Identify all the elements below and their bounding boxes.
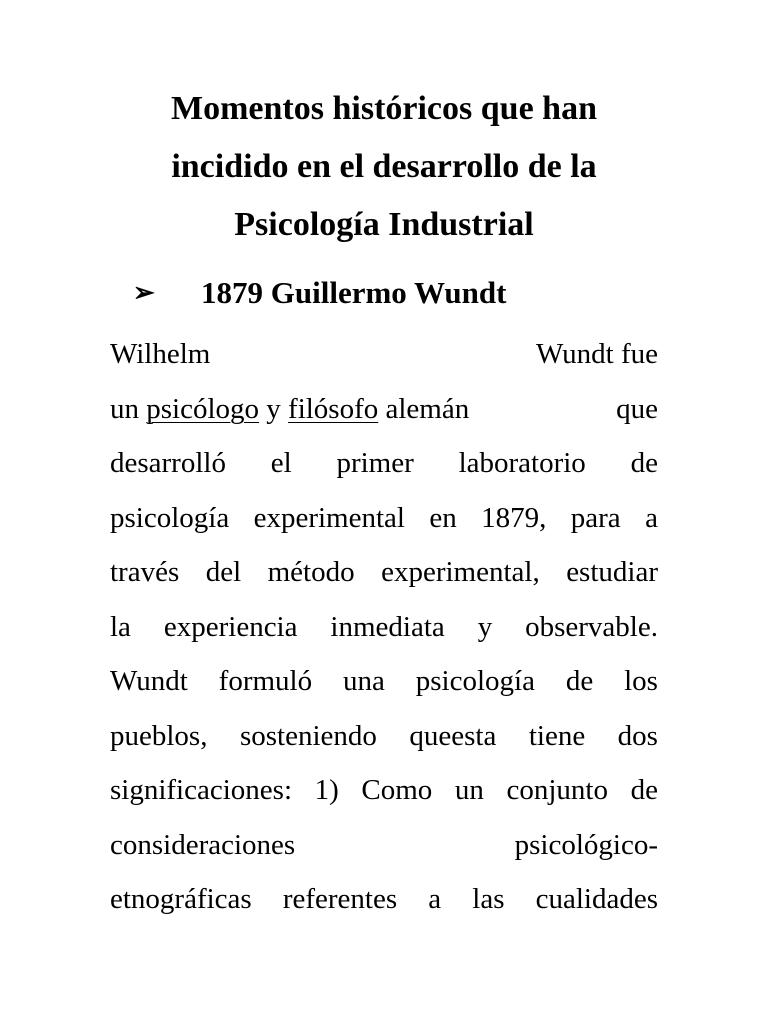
paragraph-line	[110, 818, 658, 873]
word: Wundt fue	[535, 338, 658, 370]
word: queesta	[409, 719, 497, 752]
word: Como	[361, 774, 433, 806]
word: psicología	[110, 501, 230, 534]
paragraph-line	[110, 545, 658, 600]
word: inmediata	[330, 610, 445, 643]
word: del	[205, 556, 242, 588]
word: tiene	[528, 719, 586, 752]
title-line: Momentos históricos que han	[171, 90, 597, 127]
word: a	[645, 501, 658, 534]
title-line: incidido en el desarrollo de la	[171, 148, 597, 185]
word: de	[565, 665, 594, 697]
word: las	[472, 883, 505, 915]
word: referentes	[282, 883, 398, 915]
word: el	[270, 447, 292, 479]
word: través	[110, 556, 180, 588]
document-title	[110, 80, 658, 254]
word: experimental,	[381, 556, 540, 588]
word: alemán	[385, 392, 470, 425]
word: y	[477, 610, 493, 643]
word: etnográficas	[110, 883, 252, 915]
word: conjunto	[506, 774, 608, 806]
body-paragraph	[110, 327, 658, 927]
word: 1879,	[481, 501, 547, 534]
word: consideraciones	[110, 828, 296, 861]
word: desarrolló	[110, 447, 226, 479]
word: laboratorio	[458, 447, 586, 479]
paragraph-line	[110, 436, 658, 491]
word: un	[110, 392, 139, 425]
word: significaciones:	[110, 774, 293, 806]
paragraph-line	[110, 709, 658, 764]
paragraph-line	[110, 491, 658, 546]
paragraph-line	[110, 327, 658, 382]
link-filosofo[interactable]: filósofo	[288, 392, 379, 425]
paragraph-line	[110, 654, 658, 709]
word: método	[267, 556, 355, 588]
word: en	[429, 501, 457, 534]
word: para	[570, 501, 621, 534]
word: primer	[336, 447, 414, 479]
word: psicología	[415, 665, 535, 697]
word: psicológico-	[514, 828, 658, 861]
word: experiencia	[163, 610, 298, 643]
word: y	[266, 392, 281, 425]
word: los	[624, 665, 658, 697]
paragraph-line	[110, 382, 658, 437]
word: un	[454, 774, 484, 806]
word: sosteniendo	[239, 719, 377, 752]
word: formuló	[218, 665, 313, 697]
word: una	[343, 665, 385, 697]
word: pueblos,	[110, 719, 208, 752]
paragraph-line	[110, 600, 658, 655]
word: Wundt	[110, 665, 188, 697]
word: experimental	[253, 501, 405, 534]
word-group	[110, 382, 469, 437]
arrow-bullet-icon: ➢	[133, 278, 155, 307]
word: dos	[617, 719, 658, 752]
word: estudiar	[566, 556, 658, 588]
word: cualidades	[535, 883, 658, 915]
link-psicologo[interactable]: psicólogo	[146, 392, 260, 425]
word: que	[616, 392, 658, 425]
title-line: Psicología Industrial	[234, 206, 534, 243]
paragraph-line	[110, 763, 658, 818]
paragraph-line	[110, 872, 658, 927]
word: de	[630, 447, 658, 479]
section-heading	[133, 266, 653, 320]
word: 1)	[314, 774, 339, 806]
section-heading-text: 1879 Guillermo Wundt	[201, 275, 507, 310]
word: Wilhelm	[110, 338, 211, 370]
word: observable.	[525, 610, 658, 643]
word: la	[110, 610, 131, 643]
word: a	[428, 883, 442, 915]
word: de	[630, 774, 658, 806]
